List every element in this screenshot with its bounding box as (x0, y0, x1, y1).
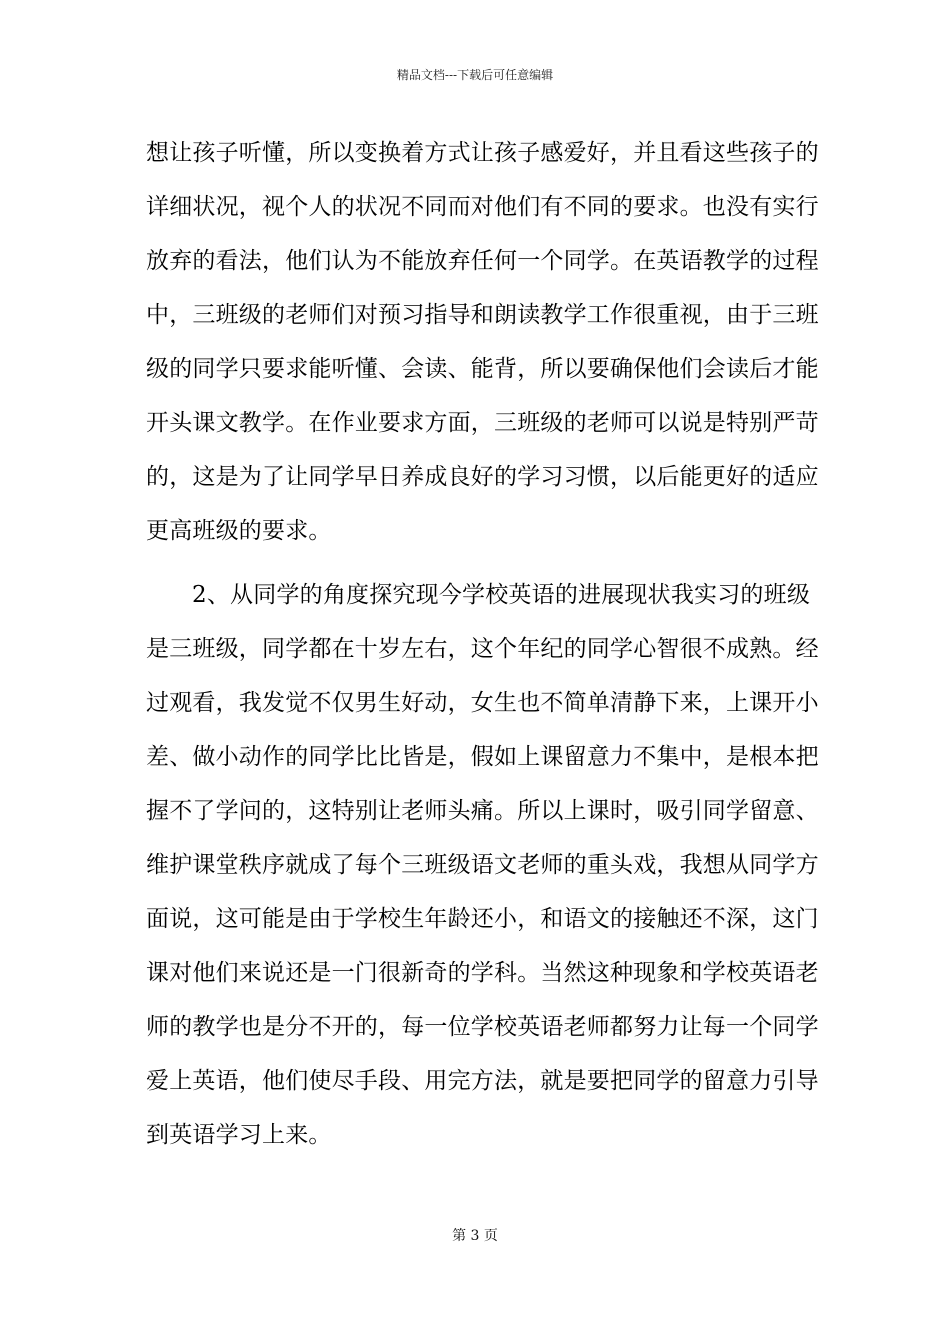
text-line: 课对他们来说还是一门很新奇的学科。当然这种现象和学校英语老 (146, 960, 819, 986)
text-line: 师的教学也是分不开的，每一位学校英语老师都努力让每一个同学 (146, 1014, 819, 1040)
text-line: 级的同学只要求能听懂、会读、能背，所以要确保他们会读后才能 (146, 356, 819, 382)
text-line: 的，这是为了让同学早日养成良好的学习习惯，以后能更好的适应 (146, 464, 819, 490)
paragraph-gap (146, 562, 806, 572)
text-line: 握不了学问的，这特别让老师头痛。所以上课时，吸引同学留意、 (146, 798, 819, 824)
text-line: 更高班级的要求。 (146, 518, 332, 544)
text-line: 开头课文教学。在作业要求方面，三班级的老师可以说是特别严苛 (146, 410, 819, 436)
paragraph-1 (146, 130, 819, 562)
text-line: 2、从同学的角度探究现今学校英语的进展现状我实习的班级 (192, 582, 811, 608)
text-line: 想让孩子听懂，所以变换着方式让孩子感爱好，并且看这些孩子的 (146, 140, 819, 166)
text-line: 放弃的看法，他们认为不能放弃任何一个同学。在英语教学的过程 (146, 248, 819, 274)
text-line: 过观看，我发觉不仅男生好动，女生也不简单清静下来，上课开小 (146, 690, 819, 716)
text-line: 维护课堂秩序就成了每个三班级语文老师的重头戏，我想从同学方 (146, 852, 819, 878)
text-line: 面说，这可能是由于学校生年龄还小，和语文的接触还不深，这门 (146, 906, 819, 932)
text-line: 是三班级，同学都在十岁左右，这个年纪的同学心智很不成熟。经 (146, 636, 819, 662)
page-header: 精品文档---下载后可任意编辑 (396, 68, 554, 82)
text-line: 差、做小动作的同学比比皆是，假如上课留意力不集中，是根本把 (146, 744, 819, 770)
text-line: 到英语学习上来。 (146, 1122, 332, 1148)
text-line: 详细状况，视个人的状况不同而对他们有不同的要求。也没有实行 (146, 194, 819, 220)
body-text (146, 130, 819, 1166)
paragraph-2 (146, 572, 819, 1166)
text-line: 中，三班级的老师们对预习指导和朗读教学工作很重视，由于三班 (146, 302, 819, 328)
page-number: 第 3 页 (452, 1228, 498, 1244)
text-line: 爱上英语，他们使尽手段、用完方法，就是要把同学的留意力引导 (146, 1068, 819, 1094)
